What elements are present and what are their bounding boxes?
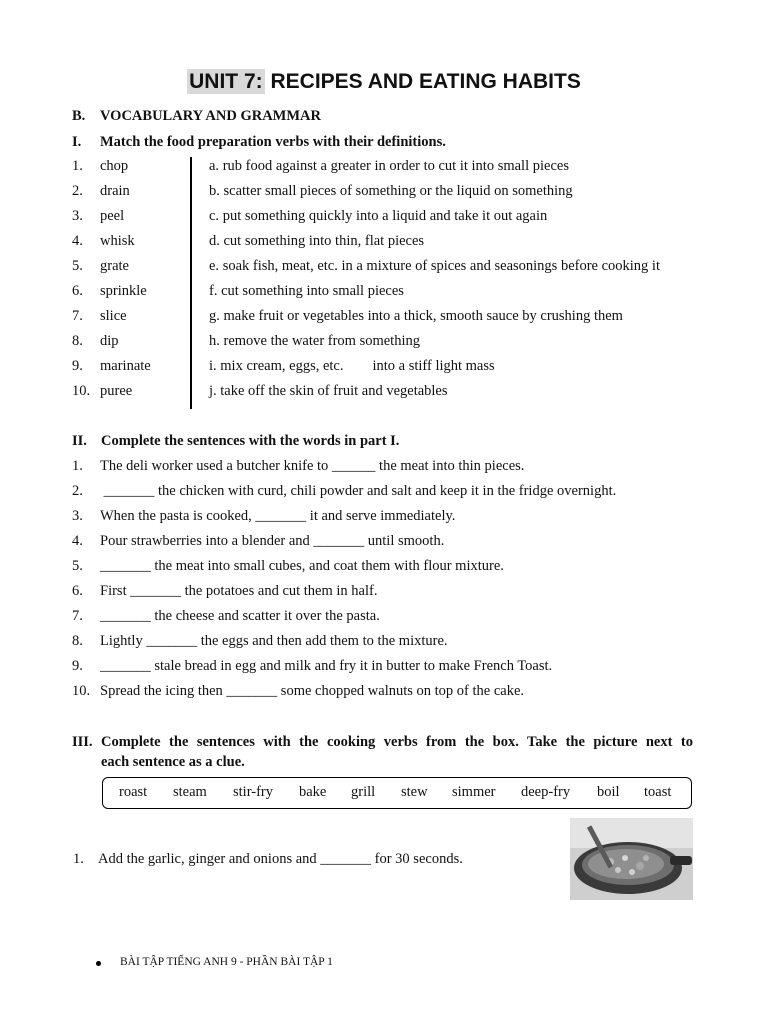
word-box-item: bake bbox=[299, 784, 327, 800]
definition bbox=[209, 333, 420, 350]
part-iii-heading-line2: each sentence as a clue. bbox=[101, 754, 245, 770]
sentence-text: Add the garlic, ginger and onions and _______ for 30 seconds. bbox=[98, 851, 463, 867]
verb: dip bbox=[100, 333, 119, 349]
item-number: 6. bbox=[72, 283, 83, 299]
def-letter: f. bbox=[209, 283, 218, 299]
title-highlight: UNIT 7: bbox=[189, 70, 263, 93]
word-box-item: boil bbox=[597, 784, 620, 800]
section-b-heading: VOCABULARY AND GRAMMAR bbox=[100, 108, 321, 124]
definition bbox=[209, 383, 448, 400]
def-text: remove the water from something bbox=[223, 333, 420, 349]
definition bbox=[209, 308, 623, 325]
word-box-item: simmer bbox=[452, 784, 496, 800]
sentence-text: The deli worker used a butcher knife to ______ the meat into thin pieces. bbox=[100, 458, 525, 474]
item-number: 3. bbox=[72, 208, 83, 224]
verb: peel bbox=[100, 208, 125, 224]
word-box-item: deep-fry bbox=[521, 784, 571, 800]
definition bbox=[209, 158, 569, 175]
item-number: 2. bbox=[72, 483, 83, 499]
word-box-item: grill bbox=[351, 784, 376, 800]
item-number: 10. bbox=[72, 383, 91, 399]
sentence-text: _______ the meat into small cubes, and coat them with flour mixture. bbox=[100, 558, 504, 574]
item-number: 1. bbox=[72, 458, 83, 474]
verb: drain bbox=[100, 183, 130, 199]
sentence-text: _______ the cheese and scatter it over the pasta. bbox=[100, 608, 380, 624]
item-number: 8. bbox=[72, 333, 83, 349]
def-letter: b. bbox=[209, 183, 220, 199]
def-text: make fruit or vegetables into a thick, smooth sauce by crushing them bbox=[223, 308, 623, 324]
def-letter: g. bbox=[209, 308, 220, 324]
item-number: 5. bbox=[72, 558, 83, 574]
sentence-text: First _______ the potatoes and cut them in half. bbox=[100, 583, 378, 599]
part-iii-heading-line1: Complete the sentences with the cooking verbs from the box. Take the picture next to bbox=[101, 734, 693, 750]
item-number: 2. bbox=[72, 183, 83, 199]
definition bbox=[209, 183, 573, 200]
def-text: scatter small pieces of something or the liquid on something bbox=[223, 183, 573, 199]
item-number: 7. bbox=[72, 608, 83, 624]
def-text: rub food against a greater in order to cut it into small pieces bbox=[222, 158, 569, 174]
verb: sprinkle bbox=[100, 283, 147, 299]
item-number: 10. bbox=[72, 683, 91, 699]
footer-text: BÀI TẬP TIẾNG ANH 9 - PHẦN BÀI TẬP 1 bbox=[120, 956, 333, 968]
verb: marinate bbox=[100, 358, 151, 374]
def-text: put something quickly into a liquid and take it out again bbox=[222, 208, 548, 224]
part-i-numeral: I. bbox=[72, 134, 82, 150]
word-box-item: roast bbox=[119, 784, 148, 800]
stir-fry-pan-photo bbox=[570, 818, 693, 900]
word-box-item: stew bbox=[401, 784, 428, 800]
part-i-heading: Match the food preparation verbs with their definitions. bbox=[100, 134, 446, 150]
definition bbox=[209, 233, 424, 250]
item-number: 4. bbox=[72, 533, 83, 549]
sentence-text: Lightly _______ the eggs and then add them to the mixture. bbox=[100, 633, 448, 649]
item-number: 6. bbox=[72, 583, 83, 599]
item-number: 4. bbox=[72, 233, 83, 249]
sentence-text: Spread the icing then _______ some chopped walnuts on top of the cake. bbox=[100, 683, 525, 699]
part-iii-numeral: III. bbox=[72, 734, 93, 750]
definition bbox=[209, 208, 547, 225]
item-number: 9. bbox=[72, 358, 83, 374]
verb: puree bbox=[100, 383, 133, 399]
word-box-item: toast bbox=[644, 784, 672, 800]
part-ii-heading: Complete the sentences with the words in part I. bbox=[101, 433, 400, 449]
item-number: 8. bbox=[72, 633, 83, 649]
part-ii-numeral: II. bbox=[72, 433, 87, 449]
def-letter: h. bbox=[209, 333, 220, 349]
item-number: 9. bbox=[72, 658, 83, 674]
word-box bbox=[102, 777, 692, 809]
def-letter: d. bbox=[209, 233, 220, 249]
def-text: cut something into small pieces bbox=[221, 283, 404, 299]
word-box-item: steam bbox=[173, 784, 207, 800]
def-letter: a. bbox=[209, 158, 220, 174]
definition bbox=[209, 283, 404, 300]
item-number: 1. bbox=[72, 158, 83, 174]
sentence-text: When the pasta is cooked, _______ it and serve immediately. bbox=[100, 508, 456, 524]
def-letter: i. bbox=[209, 358, 217, 374]
def-text: take off the skin of fruit and vegetables bbox=[220, 383, 448, 399]
verb: grate bbox=[100, 258, 129, 274]
verb: chop bbox=[100, 158, 129, 174]
bullet-icon bbox=[96, 961, 101, 966]
wok-illustration bbox=[570, 818, 693, 900]
page-title bbox=[0, 70, 768, 94]
sentence-text: _______ the chicken with curd, chili powder and salt and keep it in the fridge overnight. bbox=[100, 483, 617, 499]
item-number: 5. bbox=[72, 258, 83, 274]
column-divider bbox=[190, 157, 192, 409]
def-letter: j. bbox=[209, 383, 217, 399]
def-letter: e. bbox=[209, 258, 220, 274]
item-number: 1. bbox=[73, 851, 84, 867]
def-text: cut something into thin, flat pieces bbox=[223, 233, 425, 249]
section-b-letter: B. bbox=[72, 108, 86, 124]
title-rest: RECIPES AND EATING HABITS bbox=[264, 70, 581, 93]
item-number: 3. bbox=[72, 508, 83, 524]
item-number: 7. bbox=[72, 308, 83, 324]
sentence-text: Pour strawberries into a blender and _______ until smooth. bbox=[100, 533, 445, 549]
sentence-text: _______ stale bread in egg and milk and fry it in butter to make French Toast. bbox=[100, 658, 553, 674]
definition bbox=[209, 258, 660, 275]
definition bbox=[209, 358, 495, 375]
verb: whisk bbox=[100, 233, 135, 249]
verb: slice bbox=[100, 308, 127, 324]
def-text: soak fish, meat, etc. in a mixture of spices and seasonings before cooking it bbox=[222, 258, 660, 274]
def-letter: c. bbox=[209, 208, 220, 224]
word-box-item: stir-fry bbox=[233, 784, 273, 800]
def-text: mix cream, eggs, etc. into a stiff light mass bbox=[220, 358, 495, 374]
